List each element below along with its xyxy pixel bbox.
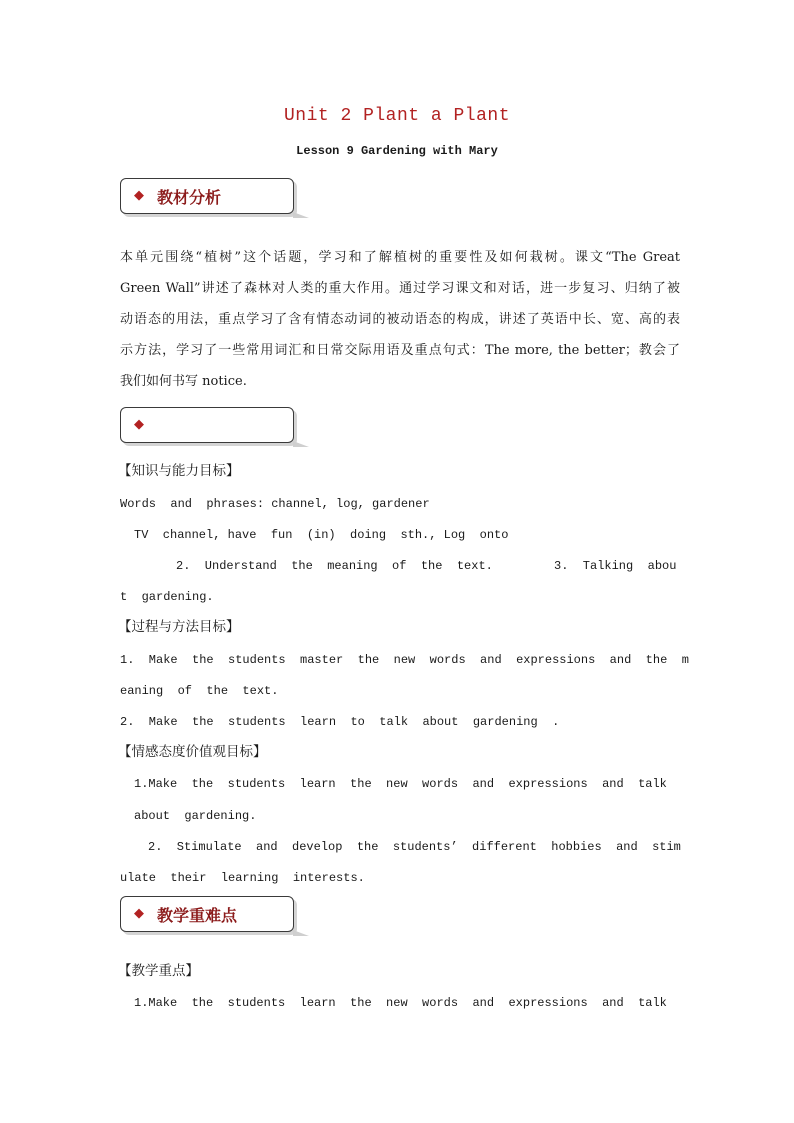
- section-box-analysis: [120, 178, 294, 214]
- process-line: 2. Make the students learn to talk about gardening .: [120, 715, 560, 729]
- process-line: 1. Make the students master the new words and expressions and the m: [120, 653, 689, 667]
- analysis-line: 动语态的用法，重点学习了含有情态动词的被动语态的构成，讲述了英语中长、宽、高的表: [120, 312, 680, 327]
- analysis-line: 我们如何书写 notice.: [120, 374, 247, 389]
- emotion-line: ulate their learning interests.: [120, 871, 365, 885]
- knowledge-line: Words and phrases: channel, log, gardener: [120, 497, 430, 511]
- teaching-key-line: 1.Make the students learn the new words and expressions and talk: [134, 996, 667, 1010]
- emotion-line: about gardening.: [134, 809, 257, 823]
- teaching-key-heading: 【教学重点】: [118, 963, 199, 979]
- section-box-key-points: [120, 896, 294, 932]
- section-label-analysis: 教材分析: [157, 188, 222, 207]
- analysis-line: Green Wall”讲述了森林对人类的重大作用。通过学习课文和对话，进一步复习、归纳了被: [120, 281, 680, 296]
- diamond-icon: ◆: [134, 188, 144, 203]
- diamond-icon: ◆: [134, 417, 144, 432]
- knowledge-line: 3. Talking abou: [554, 559, 677, 573]
- emotion-line: 2. Stimulate and develop the students’ different hobbies and stim: [148, 840, 681, 854]
- section-box-objectives: [120, 407, 294, 443]
- lesson-subtitle: Lesson 9 Gardening with Mary: [296, 144, 498, 158]
- knowledge-line: 2. Understand the meaning of the text.: [176, 559, 493, 573]
- process-heading: 【过程与方法目标】: [118, 619, 240, 635]
- emotion-line: 1.Make the students learn the new words and expressions and talk: [134, 777, 667, 791]
- process-line: eaning of the text.: [120, 684, 279, 698]
- knowledge-line: t gardening.: [120, 590, 214, 604]
- section-label-key-points: 教学重难点: [157, 906, 238, 925]
- emotion-heading: 【情感态度价值观目标】: [118, 744, 267, 760]
- analysis-line: 本单元围绕“植树”这个话题，学习和了解植树的重要性及如何栽树。课文“The Great: [120, 250, 680, 265]
- knowledge-heading: 【知识与能力目标】: [118, 463, 240, 479]
- analysis-line: 示方法，学习了一些常用词汇和日常交际用语及重点句式：The more, the better；教会了: [120, 343, 680, 358]
- knowledge-line: TV channel, have fun (in) doing sth., Log onto: [134, 528, 509, 542]
- analysis-paragraph: [120, 242, 680, 397]
- diamond-icon: ◆: [134, 906, 144, 921]
- document-title: Unit 2 Plant a Plant: [283, 106, 511, 126]
